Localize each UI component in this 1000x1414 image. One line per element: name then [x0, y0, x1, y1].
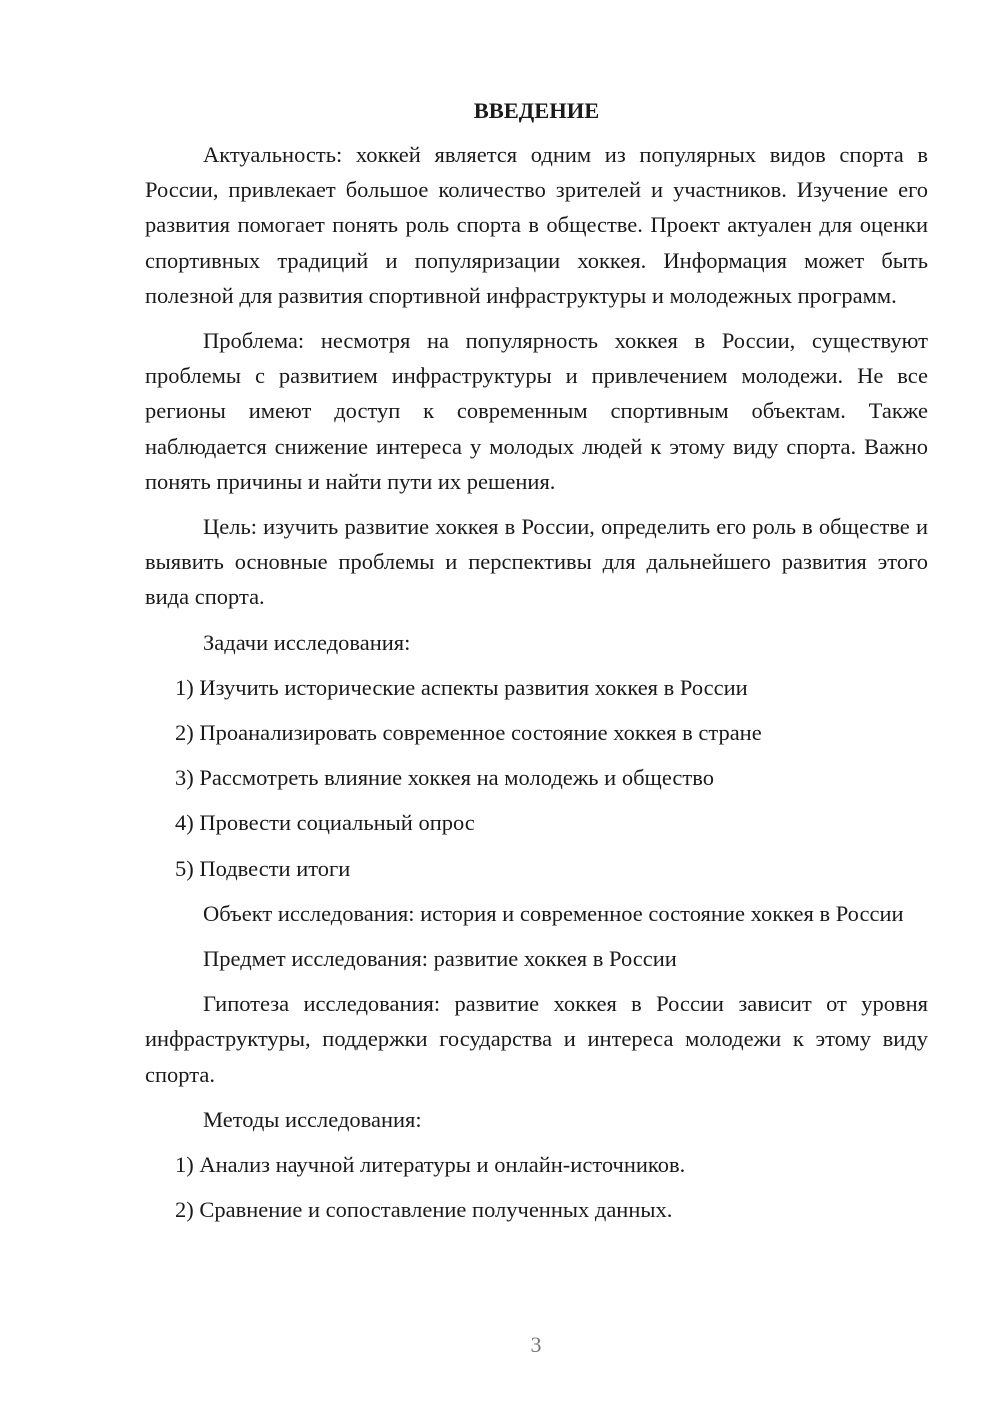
- subject-paragraph: Предмет исследования: развитие хоккея в России: [203, 946, 677, 972]
- tasks-label: Задачи исследования:: [203, 629, 411, 655]
- methods-list: [145, 1147, 928, 1227]
- list-item: 4) Провести социальный опрос: [175, 810, 475, 836]
- problem-paragraph: Проблема: несмотря на популярность хоккея в России, существуют проблемы с развитием инфраструктуры и привлечением молодежи. Не все регионы имеют доступ к современным спортивным объектам. Также наблюдается снижение интереса у молодых людей к этому виду спорта. Важно понять причины и найти пути их решения.: [145, 328, 928, 494]
- list-item: 2) Сравнение и сопоставление полученных данных.: [175, 1197, 673, 1223]
- object-paragraph: Объект исследования: история и современное состояние хоккея в России: [203, 900, 904, 926]
- list-item: 3) Рассмотреть влияние хоккея на молодежь и общество: [175, 765, 714, 791]
- relevance-paragraph: Актуальность: хоккей является одним из популярных видов спорта в России, привлекает большое количество зрителей и участников. Изучение его развития помогает понять роль спорта в обществе. Проект актуален для оценки спортивных традиций и популяризации хоккея. Информация может быть полезной для развития спортивной инфраструктуры и молодежных программ.: [145, 142, 928, 308]
- tasks-list: [145, 670, 928, 886]
- list-item: 1) Изучить исторические аспекты развития хоккея в России: [175, 674, 748, 700]
- hypothesis-paragraph: Гипотеза исследования: развитие хоккея в России зависит от уровня инфраструктуры, поддержки государства и интереса молодежи к этому виду спорта.: [145, 991, 928, 1087]
- page-content: [145, 95, 928, 1237]
- methods-label: Методы исследования:: [203, 1106, 422, 1132]
- goal-paragraph: Цель: изучить развитие хоккея в России, определить его роль в обществе и выявить основные проблемы и перспективы для дальнейшего развития этого вида спорта.: [145, 514, 928, 610]
- list-item: 2) Проанализировать современное состояние хоккея в стране: [175, 720, 762, 746]
- page-number: 3: [530, 1332, 542, 1357]
- list-item: 5) Подвести итоги: [175, 855, 351, 881]
- list-item: 1) Анализ научной литературы и онлайн-источников.: [175, 1152, 686, 1178]
- section-heading: ВВЕДЕНИЕ: [473, 98, 600, 123]
